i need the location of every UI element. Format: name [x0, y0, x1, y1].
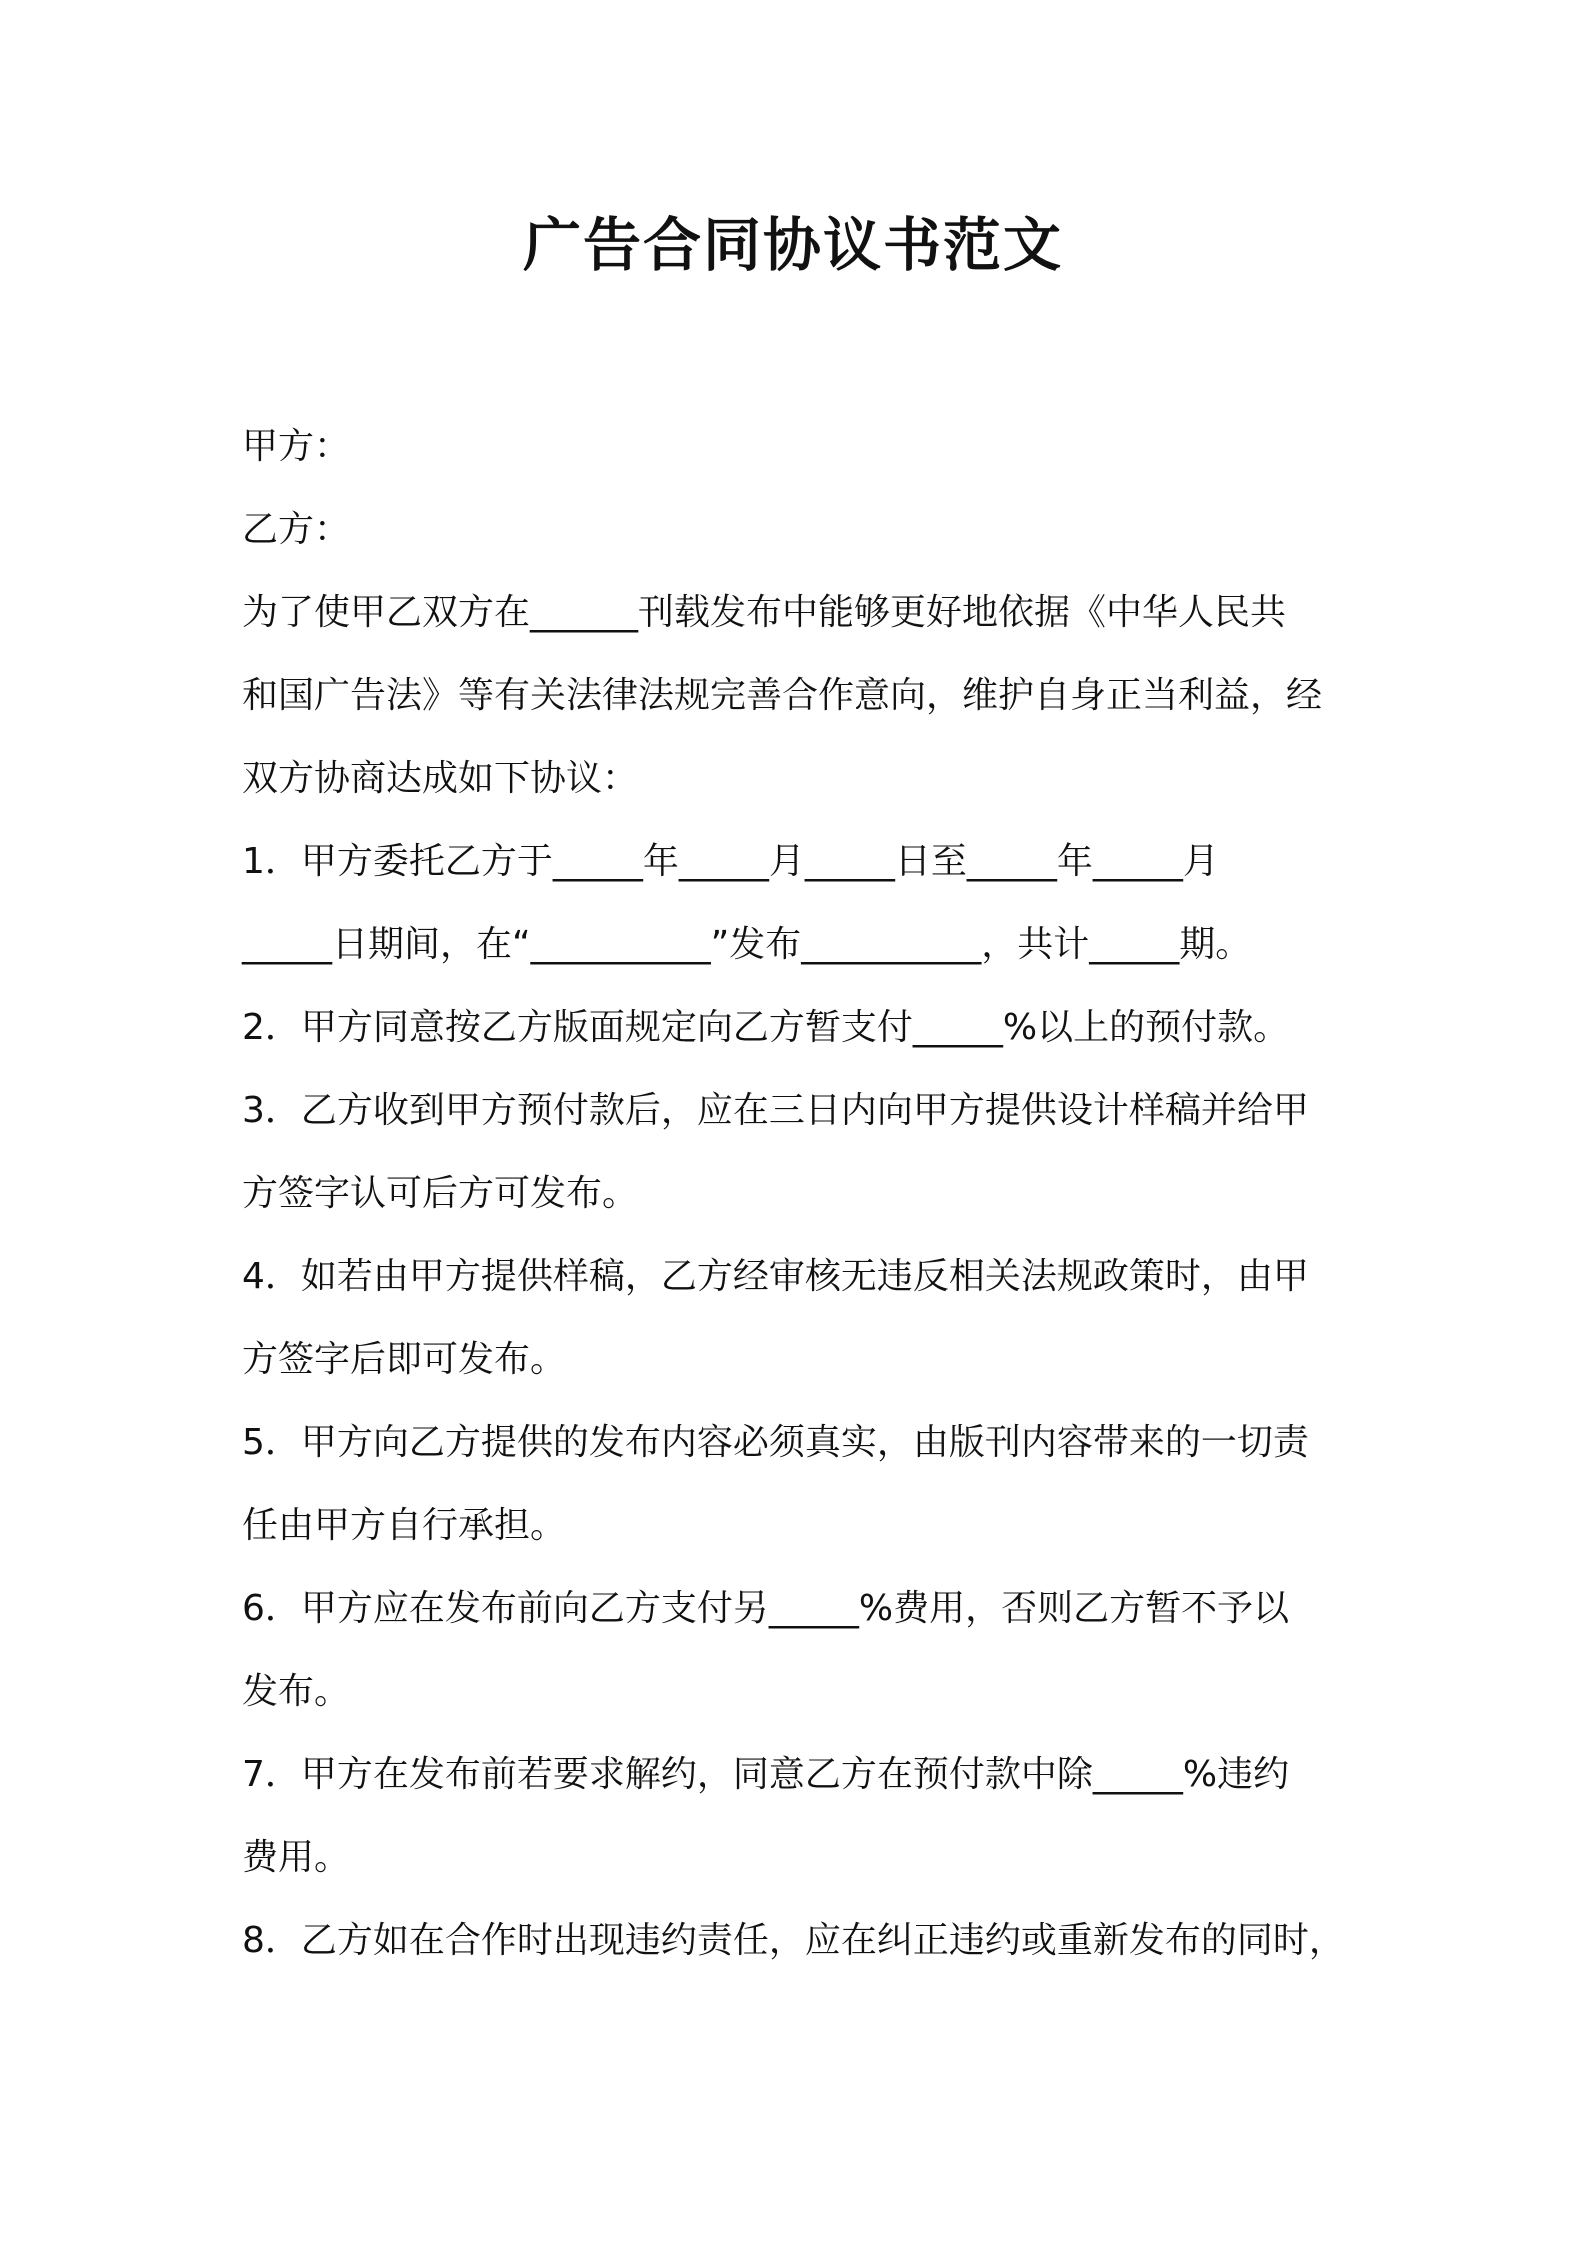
- clause-4-line-1: 4．如若由甲方提供样稿，乙方经审核无违反相关法规政策时，由甲: [242, 1256, 1309, 1297]
- clause-2-line-1: 2．甲方同意按乙方版面规定向乙方暂支付_____%以上的预付款。: [242, 1007, 1290, 1048]
- clause-5-line-1: 5．甲方向乙方提供的发布内容必须真实，由版刊内容带来的一切责: [242, 1422, 1309, 1463]
- clause-4-line-2: 方签字后即可发布。: [242, 1339, 567, 1380]
- preamble-line-3: 双方协商达成如下协议：: [242, 758, 639, 799]
- clause-6-line-1: 6．甲方应在发布前向乙方支付另_____%费用，否则乙方暂不予以: [242, 1588, 1290, 1629]
- party-a-line: 甲方：: [242, 426, 351, 467]
- document-title: 广告合同协议书范文: [522, 211, 1063, 279]
- clause-8-line-1: 8．乙方如在合作时出现违约责任，应在纠正违约或重新发布的同时，: [242, 1920, 1345, 1961]
- clause-7-line-2: 费用。: [242, 1837, 351, 1878]
- preamble-line-2: 和国广告法》等有关法律法规完善合作意向，维护自身正当利益，经: [242, 675, 1323, 716]
- clause-3-line-2: 方签字认可后方可发布。: [242, 1173, 639, 1214]
- clause-1-line-2: _____日期间，在“__________”发布__________，共计_____期。: [242, 924, 1252, 965]
- preamble-line-1: 为了使甲乙双方在______刊载发布中能够更好地依据《中华人民共: [242, 592, 1287, 633]
- clause-6-line-2: 发布。: [242, 1671, 351, 1712]
- clause-5-line-2: 任由甲方自行承担。: [242, 1505, 567, 1546]
- clause-7-line-1: 7．甲方在发布前若要求解约，同意乙方在预付款中除_____%违约: [242, 1754, 1290, 1795]
- document-body: [242, 405, 1382, 1982]
- party-b-line: 乙方：: [242, 509, 351, 550]
- clause-3-line-1: 3．乙方收到甲方预付款后，应在三日内向甲方提供设计样稿并给甲: [242, 1090, 1309, 1131]
- clause-1-line-1: 1．甲方委托乙方于_____年_____月_____日至_____年_____月: [242, 841, 1219, 882]
